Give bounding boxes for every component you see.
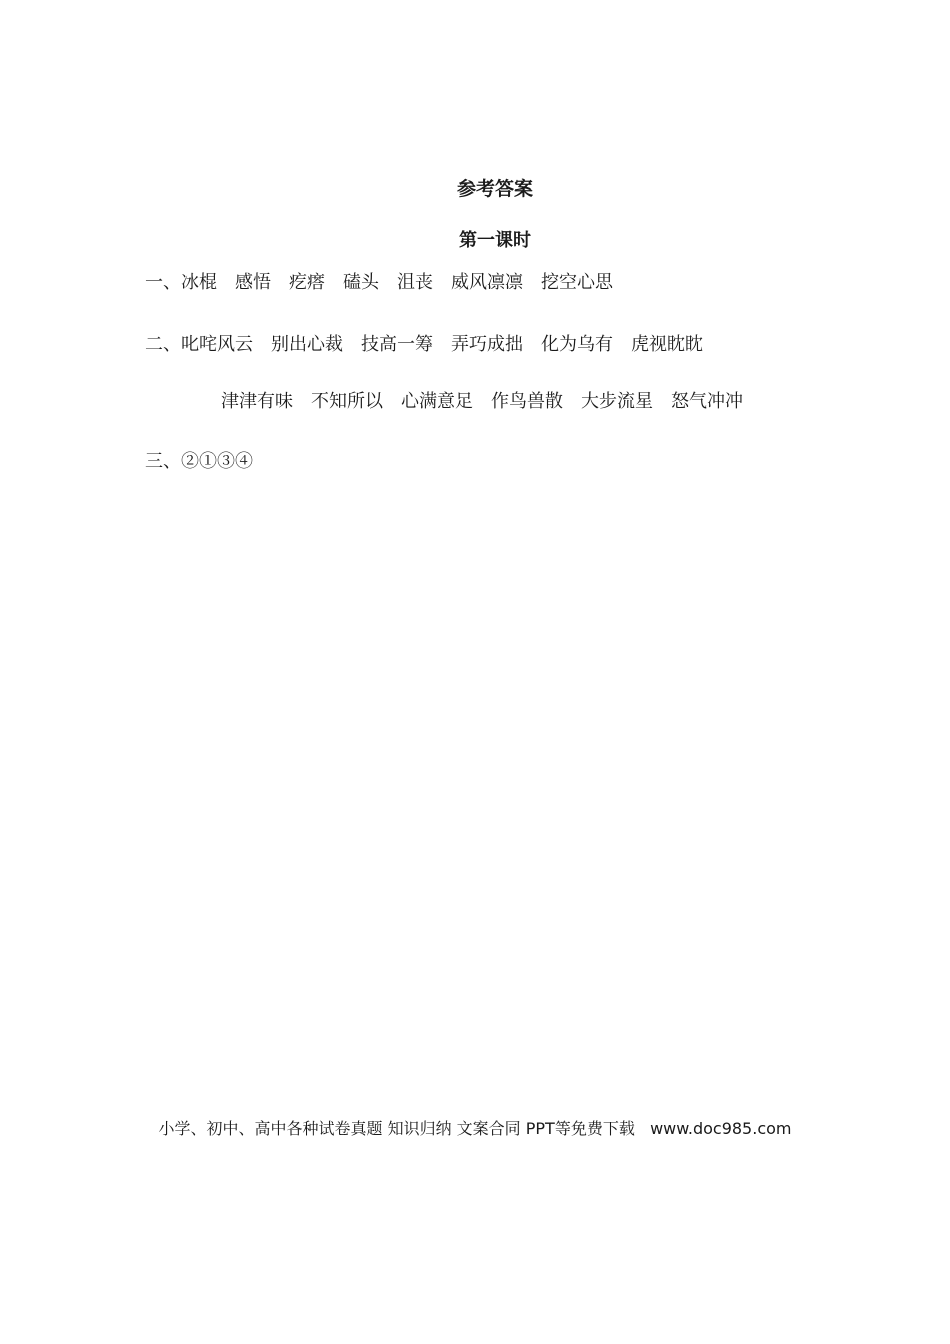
answer-line-3: 三、②①③④ — [145, 451, 253, 472]
page-footer: 小学、初中、高中各种试卷真题 知识归纳 文案合同 PPT等免费下载 www.doc985.com — [158, 1119, 792, 1138]
document-title: 参考答案 — [456, 178, 533, 200]
answer-line-2-continued: 津津有味 不知所以 心满意足 作鸟兽散 大步流星 怒气冲冲 — [221, 391, 743, 412]
answer-line-1: 一、冰棍 感悟 疙瘩 磕头 沮丧 威风凛凛 挖空心思 — [145, 272, 613, 293]
section-subtitle: 第一课时 — [459, 230, 531, 251]
answer-line-2: 二、叱咤风云 别出心裁 技高一筹 弄巧成拙 化为乌有 虎视眈眈 — [145, 334, 703, 355]
